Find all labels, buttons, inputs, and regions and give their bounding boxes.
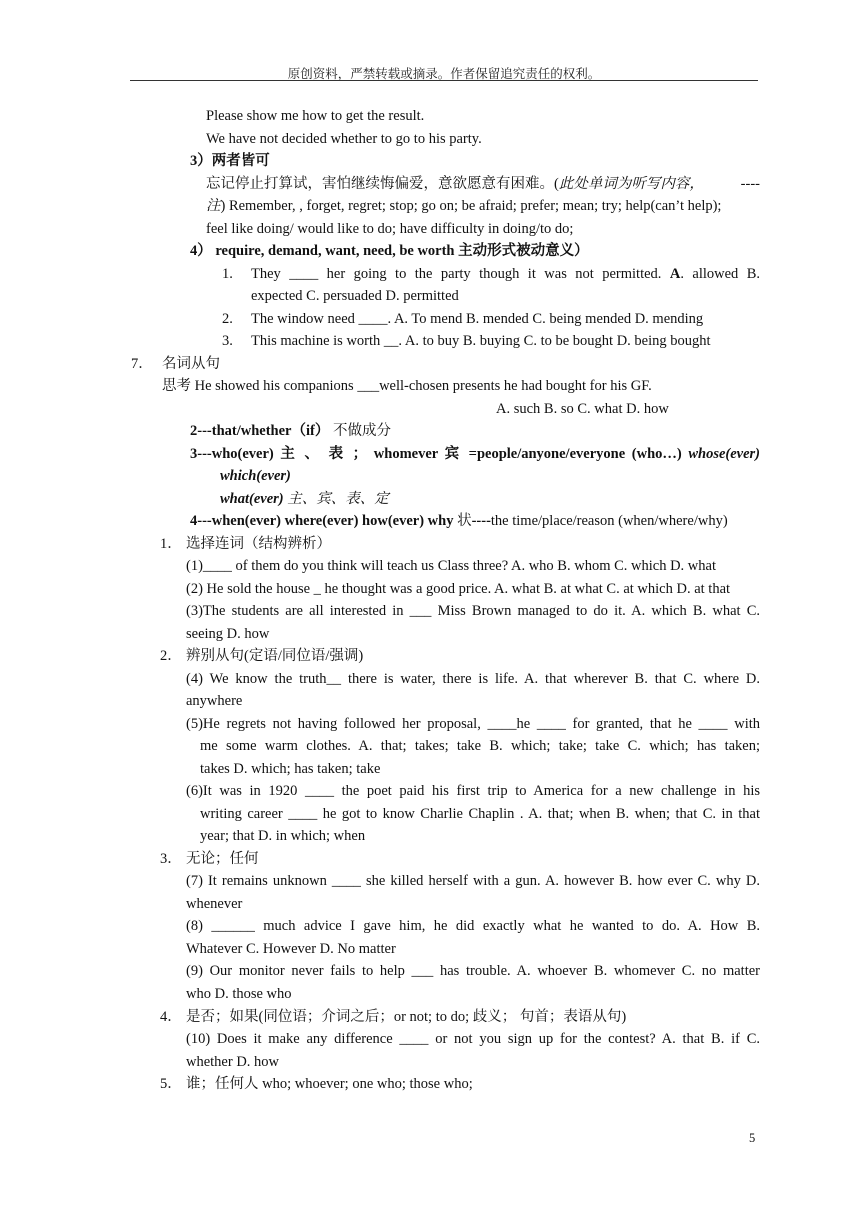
subheading: 3）两者皆可 <box>190 153 270 169</box>
text-line: takes D. which; has taken; take <box>200 761 381 777</box>
italic-run: 此处单词为听写内容， <box>558 176 704 192</box>
page-header: 原创资料，严禁转载或摘录。作者保留追究责任的权利。 <box>287 67 601 81</box>
text-line <box>190 421 391 441</box>
text-line: The window need ____. A. To mend B. mended C. being mended D. mending <box>251 311 704 327</box>
text-line <box>251 264 760 284</box>
text-line: Please show me how to get the result. <box>206 108 425 124</box>
list-number: 2． <box>160 648 182 664</box>
text-line: (7) It remains unknown ____ she killed herself with a gun. A. however B. how ever C. why D. <box>186 873 760 889</box>
text-line: (10) Does it make any difference ____ or not you sign up for the contest? A. that B. if C. <box>186 1031 760 1047</box>
list-number: 1. <box>222 266 233 282</box>
text-line: (1)____ of them do you think will teach us Class three? A. who B. whom C. which D. what <box>186 558 716 574</box>
text-run: . allowed B. <box>680 266 761 282</box>
italic-run: 主、宾、表、定 <box>287 491 389 507</box>
text-line: seeing D. how <box>186 626 270 642</box>
text-line: expected C. persuaded D. permitted <box>251 288 459 304</box>
subheading: 谁；任何人 who; whoever; one who; those who; <box>186 1076 473 1092</box>
text-line: who D. those who <box>186 986 292 1002</box>
answer-options: A. such B. so C. what D. how <box>496 401 669 417</box>
text-line <box>220 489 389 509</box>
text-line: We have not decided whether to go to his party. <box>206 131 482 147</box>
text-line: (3)The students are all interested in ___ Miss Brown managed to do it. A. which B. what C. <box>186 603 760 619</box>
subheading: 无论；任何 <box>186 851 259 867</box>
bold-italic-run: what(ever) <box>220 491 288 507</box>
text-line: 思考 He showed his companions ___well-chosen presents he had bought for his GF. <box>162 378 652 394</box>
text-line: Whatever C. However D. No matter <box>186 941 396 957</box>
page-number: 5 <box>749 1131 756 1145</box>
list-number: 3． <box>160 851 182 867</box>
text-line: anywhere <box>186 693 243 709</box>
bold-run: ---- <box>471 513 491 529</box>
italic-run: 注 <box>206 198 221 214</box>
text-line <box>206 174 760 194</box>
bold-run: 2---that/whether（if） <box>190 423 330 439</box>
bold-run: 3---who(ever) 主 、 表 ； whomever 宾 =people/anyone/everyone (who…) <box>190 446 689 462</box>
list-number: 4． <box>160 1009 182 1025</box>
text-line: This machine is worth __. A. to buy B. buying C. to be bought D. being bought <box>251 333 711 349</box>
text-line: writing career ____ he got to know Charlie Chaplin . A. that; when B. when; that C. in that <box>200 806 760 822</box>
text-run: ---- <box>740 176 760 192</box>
text-line: whether D. how <box>186 1054 280 1070</box>
text-line: (9) Our monitor never fails to help ___ has trouble. A. whoever B. whomever C. no matter <box>186 963 760 979</box>
list-number: 5． <box>160 1076 182 1092</box>
text-line: (2) He sold the house _ he thought was a good price. A. what B. at what C. at which D. at that <box>186 581 731 597</box>
text-line: (4) We know the truth__ there is water, there is life. A. that wherever B. that C. where D. <box>186 671 760 687</box>
text-run: the time/place/reason (when/where/why) <box>490 513 728 529</box>
bold-run: 4---when(ever) where(ever) how(ever) why <box>190 513 458 529</box>
text-line: (8) ______ much advice I gave him, he did exactly what he wanted to do. A. How B. <box>186 918 760 934</box>
text-line: feel like doing/ would like to do; have difficulty in doing/to do; <box>206 221 574 237</box>
text-run: 状 <box>457 513 472 529</box>
list-number: 2. <box>222 311 233 327</box>
subheading: 4） require, demand, want, need, be worth 主动形式被动意义） <box>190 243 589 259</box>
text-line: which(ever) <box>220 468 291 484</box>
section-number: 7． <box>131 356 153 372</box>
text-line: (6)It was in 1920 ____ the poet paid his first trip to America for a new challenge in his <box>186 783 760 799</box>
subheading: 选择连词（结构辨析） <box>186 536 331 552</box>
header-divider <box>130 80 758 81</box>
text-line: (5)He regrets not having followed her proposal, ____he ____ for granted, that he ____ with <box>186 716 760 732</box>
text-run: 忘记停止打算试，害怕继续悔偏爱，意欲愿意有困难。( <box>206 176 559 192</box>
text-run: 不做成分 <box>329 423 391 439</box>
section-title: 名词从句 <box>162 356 220 372</box>
text-run: ) Remember, , forget, regret; stop; go on; be afraid; prefer; mean; try; help(can’t help); <box>220 198 722 214</box>
subheading: 辨别从句(定语/同位语/强调) <box>186 648 364 664</box>
list-number: 3. <box>222 333 233 349</box>
text-line <box>206 196 721 216</box>
text-line: me some warm clothes. A. that; takes; take B. which; take; take C. which; has taken; <box>200 738 760 754</box>
list-number: 1． <box>160 536 182 552</box>
bold-run: A <box>669 266 681 282</box>
subheading: 是否；如果(同位语；介词之后；or not; to do; 歧义； 句首；表语从句) <box>186 1009 627 1025</box>
text-line <box>190 444 760 464</box>
bold-italic-run: whose(ever) <box>688 446 760 462</box>
text-run: They ____ her going to the party though it was not permitted. <box>251 266 670 282</box>
text-line: year; that D. in which; when <box>200 828 366 844</box>
text-line: whenever <box>186 896 243 912</box>
text-line <box>190 511 728 531</box>
